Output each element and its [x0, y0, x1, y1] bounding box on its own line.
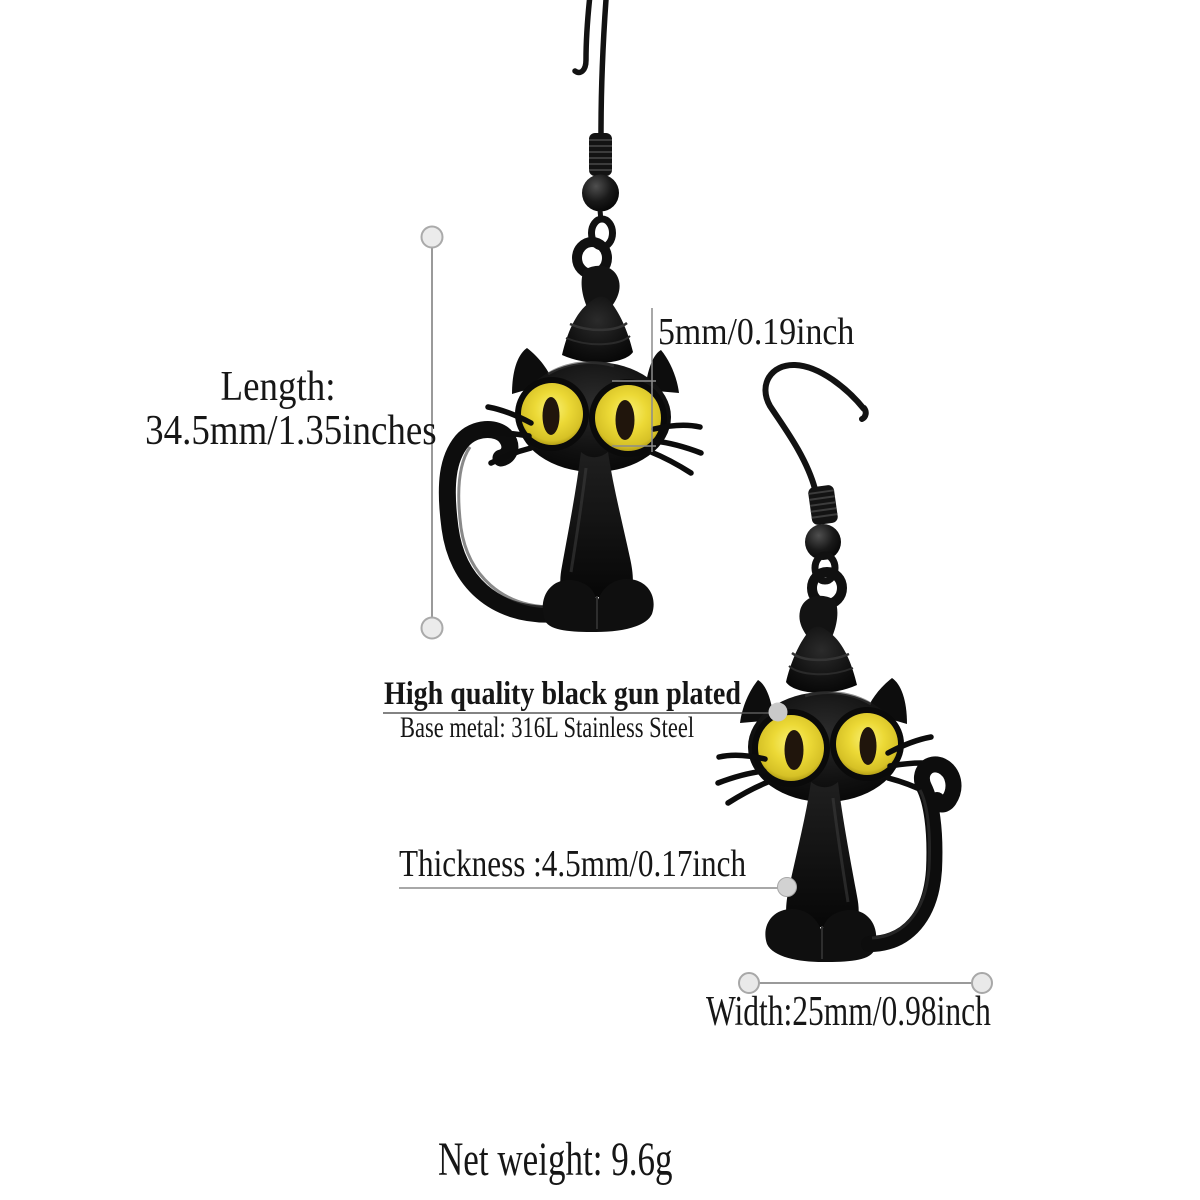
length-label-line2: 34.5mm/1.35inches [145, 408, 437, 454]
thickness-pointer-dot [778, 878, 797, 897]
plating-title: High quality black gun plated [384, 676, 741, 712]
earring-right [718, 365, 953, 962]
thickness-label: Thickness :4.5mm/0.17inch [399, 843, 747, 885]
plating-pointer-dot [769, 703, 788, 722]
plating-subtitle: Base metal: 316L Stainless Steel [400, 711, 695, 744]
length-label [145, 364, 437, 454]
cat-pendant [718, 572, 934, 962]
ear-wire-hook [765, 365, 865, 489]
net-weight-label: Net weight: 9.6g [438, 1133, 673, 1186]
length-measure-dot-bottom [422, 618, 443, 639]
ear-wire-hook [575, 0, 607, 134]
length-label-line1: Length: [220, 364, 336, 410]
bead [582, 175, 619, 212]
cat-pendant [485, 242, 701, 632]
width-label: Width:25mm/0.98inch [706, 989, 991, 1035]
eye-size-label: 5mm/0.19inch [658, 311, 855, 353]
length-measure-dot-top [422, 227, 443, 248]
